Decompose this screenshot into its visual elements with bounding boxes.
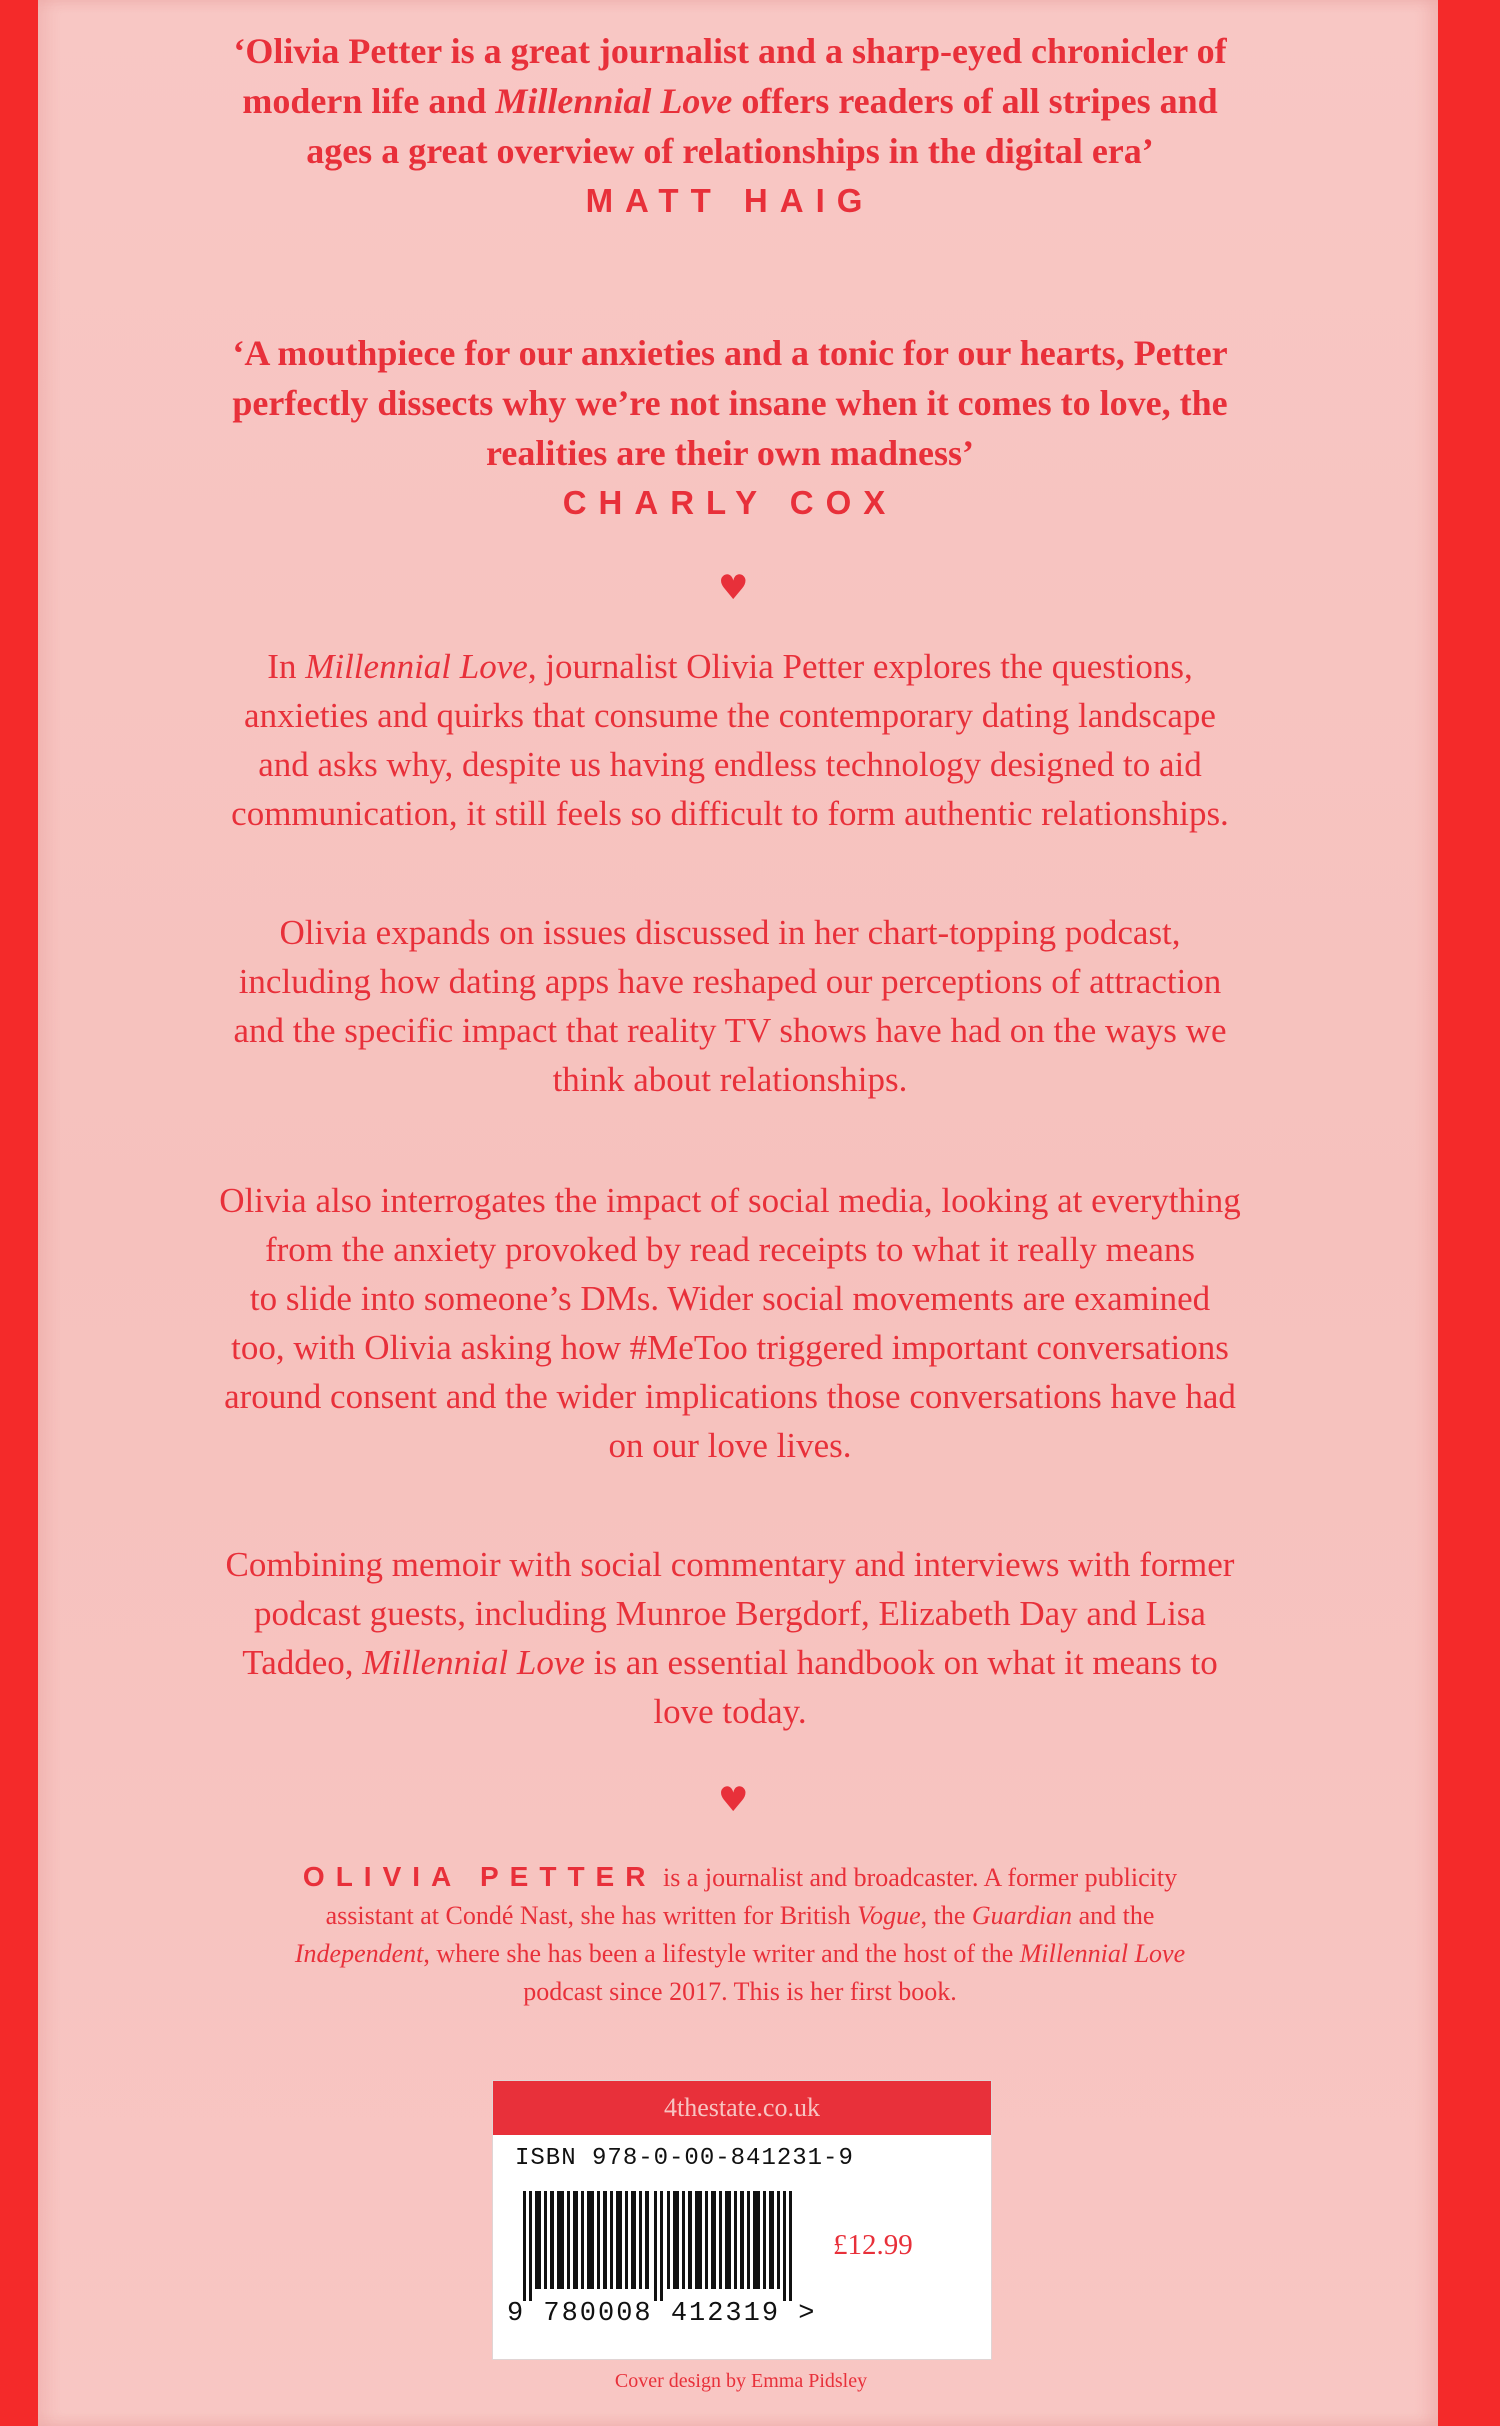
- heart-icon: ♥: [718, 1780, 749, 1820]
- author-bio: OLIVIA PETTER is a journalist and broadcaster. A former publicity assistant at Condé Nast, she has written for British Vogue, the Guardian and the Independent, where she has been a lifestyle writer and the host of the Millennial Love podcast since 2017. This is her first book.: [294, 1861, 1186, 2006]
- quote-matt-haig: [90, 26, 1370, 224]
- quote-line: ‘Olivia Petter is a great journalist and a sharp-eyed chronicler of: [233, 31, 1227, 71]
- blurb-paragraph-1: In Millennial Love, journalist Olivia Petter explores the questions, anxieties and quirks that consume the contemporary dating landscape and asks why, despite us having endless technology designed to aid communication, it still feels so difficult to form authentic relationships.: [231, 647, 1229, 833]
- isbn-text: ISBN 978-0-00-841231-9: [515, 2145, 854, 2172]
- book-title: Millennial Love: [362, 1643, 585, 1682]
- barcode-digits: 9 780008 412319 >: [507, 2299, 817, 2329]
- publisher-url: 4thestate.co.uk: [493, 2081, 991, 2135]
- barcode-icon: [523, 2191, 813, 2301]
- quote-author: MATT HAIG: [585, 182, 875, 219]
- quote-line: ‘A mouthpiece for our anxieties and a tonic for our hearts, Petter: [232, 333, 1228, 373]
- blurb-paragraph-3: Olivia also interrogates the impact of social media, looking at everything from the anxiety provoked by read receipts to what it really means to slide into someone’s DMs. Wider social movements are examined too, with Olivia asking how #MeToo triggered important conversations around consent and the wider implications those conversations have had on our love lives.: [219, 1181, 1241, 1465]
- quote-charly-cox: [90, 328, 1370, 526]
- quote-author: CHARLY COX: [562, 484, 898, 521]
- heart-icon: ♥: [718, 568, 749, 608]
- cover-design-credit: Cover design by Emma Pidsley: [614, 2370, 868, 2392]
- barcode-box: [492, 2080, 992, 2360]
- book-title: Millennial Love: [495, 81, 733, 121]
- quote-line: ages a great overview of relationships in the digital era’: [306, 131, 1154, 171]
- author-name: OLIVIA PETTER: [302, 1861, 657, 1892]
- price: £12.99: [833, 2229, 913, 2261]
- book-title: Millennial Love: [305, 647, 528, 686]
- blurb-paragraph-4: Combining memoir with social commentary and interviews with former podcast guests, including Munroe Bergdorf, Elizabeth Day and Lisa Taddeo, Millennial Love is an essential handbook on what it means to love today.: [225, 1545, 1235, 1731]
- quote-line: modern life and Millennial Love offers readers of all stripes and: [242, 81, 1218, 121]
- blurb-paragraph-2: Olivia expands on issues discussed in her chart-topping podcast, including how dating apps have reshaped our perceptions of attraction and the specific impact that reality TV shows have had on the ways we think about relationships.: [233, 913, 1227, 1099]
- quote-line: perfectly dissects why we’re not insane when it comes to love, the: [232, 383, 1228, 423]
- quote-line: realities are their own madness’: [486, 433, 974, 473]
